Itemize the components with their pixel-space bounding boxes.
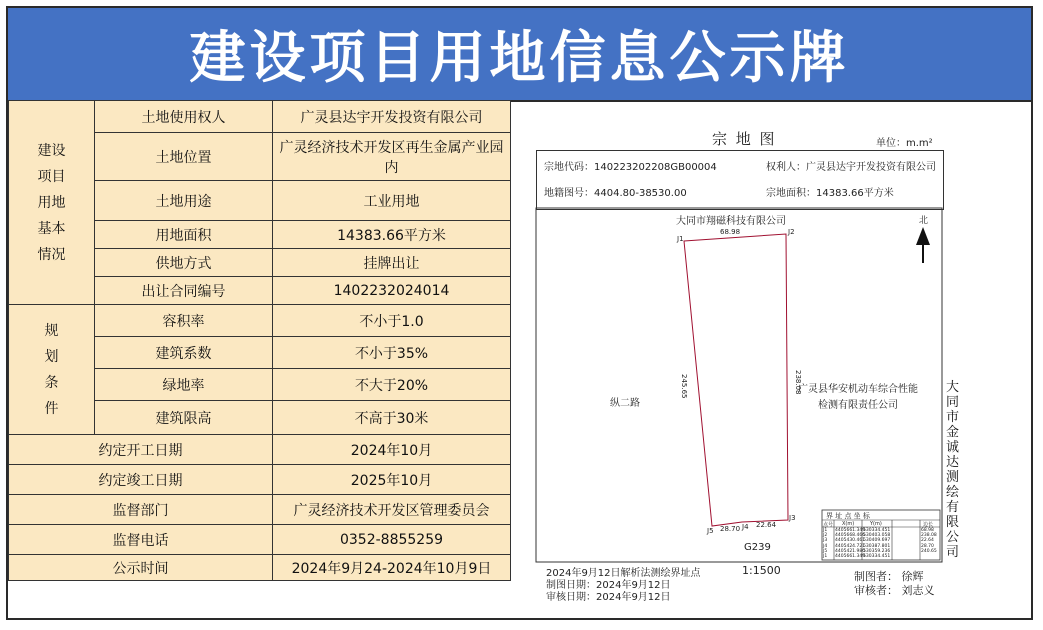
row-value: 2024年9月24-2024年10月9日 bbox=[273, 555, 511, 581]
table-row bbox=[9, 495, 511, 525]
table-row bbox=[9, 435, 511, 465]
row-label: 监督部门 bbox=[9, 495, 273, 525]
coord-cell-d: 28.70 bbox=[921, 543, 934, 549]
coord-cell-y: 530403.058 bbox=[863, 533, 891, 539]
row-value: 挂牌出让 bbox=[273, 249, 511, 277]
coord-head-x: X(m) bbox=[842, 521, 855, 527]
coord-title: 界 址 点 坐 标 bbox=[826, 512, 870, 520]
map-scale: 1:1500 bbox=[742, 564, 781, 577]
coord-cell-y: 530334.451 bbox=[863, 554, 891, 559]
draw-date: 制图日期：2024年9月12日 bbox=[546, 580, 671, 591]
map-parcel-area: 宗地面积：14383.66平方米 bbox=[766, 188, 894, 199]
row-label: 土地用途 bbox=[95, 181, 273, 221]
coord-cell-y: 530359.236 bbox=[863, 548, 891, 554]
row-value: 2025年10月 bbox=[273, 465, 511, 495]
north-neighbor: 大同市翔磁科技有限公司 bbox=[676, 216, 786, 227]
row-label: 出让合同编号 bbox=[95, 277, 273, 305]
survey-note: 2024年9月12日解析法测绘界址点 bbox=[546, 568, 701, 579]
row-label: 公示时间 bbox=[9, 555, 273, 581]
edge-bottom-2: 22.64 bbox=[756, 521, 777, 529]
coord-head-y: Y(m) bbox=[870, 521, 882, 527]
coord-cell-pt: J2 bbox=[823, 533, 828, 539]
row-value: 广灵经济技术开发区再生金属产业园内 bbox=[273, 133, 511, 181]
row-label: 建筑限高 bbox=[95, 401, 273, 435]
row-value: 1402232024014 bbox=[273, 277, 511, 305]
row-label: 建筑系数 bbox=[95, 337, 273, 369]
row-label: 供地方式 bbox=[95, 249, 273, 277]
row-value: 不高于30米 bbox=[273, 401, 511, 435]
map-sheet-number: 地籍图号：4404.80-38530.00 bbox=[544, 188, 687, 199]
table-row bbox=[9, 555, 511, 581]
coord-cell-pt: J4 bbox=[823, 543, 828, 549]
row-value: 0352-8855259 bbox=[273, 525, 511, 555]
west-road: 纵二路 bbox=[610, 398, 640, 409]
coord-cell-x: 4405661.349 bbox=[835, 528, 866, 533]
basic-group-label: 建设 项目 用地 基本 情况 bbox=[9, 101, 95, 305]
east-neighbor-line2: 检测有限责任公司 bbox=[818, 400, 898, 411]
point-j1: J1 bbox=[677, 235, 684, 243]
table-row bbox=[9, 305, 511, 337]
coord-cell-x: 4405661.349 bbox=[835, 554, 866, 559]
coord-cell-x: 4405421.980 bbox=[835, 548, 866, 554]
coord-cell-x: 4405668.466 bbox=[835, 533, 866, 539]
notice-board bbox=[6, 6, 1033, 620]
table-row bbox=[9, 465, 511, 495]
coord-cell-pt: J1 bbox=[823, 528, 828, 533]
row-label: 容积率 bbox=[95, 305, 273, 337]
coord-cell-y: 530334.451 bbox=[863, 528, 891, 533]
coord-cell-d: 22.64 bbox=[921, 538, 934, 544]
info-table bbox=[8, 100, 511, 581]
coord-cell-d: 240.65 bbox=[921, 548, 937, 554]
row-label: 用地面积 bbox=[95, 221, 273, 249]
coord-cell-d: 238.08 bbox=[921, 533, 937, 539]
east-neighbor-line1: 广灵县华安机动车综合性能 bbox=[798, 384, 918, 395]
coord-cell-d: 68.98 bbox=[921, 528, 934, 533]
planning-group-label: 规 划 条 件 bbox=[9, 305, 95, 435]
board-title: 建设项目用地信息公示牌 bbox=[8, 8, 1031, 102]
coord-cell-pt: J5 bbox=[823, 548, 828, 554]
row-value: 不小于1.0 bbox=[273, 305, 511, 337]
map-owner: 权利人：广灵县达宇开发投资有限公司 bbox=[766, 162, 936, 173]
table-row bbox=[9, 525, 511, 555]
row-value: 工业用地 bbox=[273, 181, 511, 221]
parcel-map bbox=[520, 108, 1029, 616]
point-j2: J2 bbox=[788, 228, 795, 236]
map-unit: 单位：m.m² bbox=[876, 138, 933, 149]
edge-right: 238.08 bbox=[794, 370, 802, 395]
coord-cell-x: 4405430.461 bbox=[835, 538, 866, 544]
drawer: 制图者： 徐辉 bbox=[854, 570, 924, 583]
row-label: 土地位置 bbox=[95, 133, 273, 181]
row-label: 土地使用权人 bbox=[95, 101, 273, 133]
coord-cell-y: 530387.801 bbox=[863, 543, 891, 549]
point-j3: J3 bbox=[789, 514, 796, 522]
row-value: 不大于20% bbox=[273, 369, 511, 401]
map-parcel-code: 宗地代码：140223202208GB00004 bbox=[544, 162, 717, 173]
south-road: G239 bbox=[744, 542, 771, 553]
edge-left: 245.65 bbox=[680, 374, 688, 399]
row-label: 绿地率 bbox=[95, 369, 273, 401]
north-label: 北 bbox=[919, 216, 929, 226]
survey-company: 大同市金诚达测绘有限公司 bbox=[946, 380, 960, 560]
row-value: 不小于35% bbox=[273, 337, 511, 369]
row-label: 监督电话 bbox=[9, 525, 273, 555]
checker: 审核者： 刘志义 bbox=[854, 584, 935, 597]
map-title: 宗 地 图 bbox=[712, 130, 777, 148]
point-j4: J4 bbox=[742, 523, 749, 531]
edge-top: 68.98 bbox=[720, 228, 741, 236]
coord-head-length: 边长 bbox=[923, 522, 934, 528]
row-value: 14383.66平方米 bbox=[273, 221, 511, 249]
table-row bbox=[9, 101, 511, 133]
coord-cell-x: 4405424.721 bbox=[835, 543, 866, 549]
point-j5: J5 bbox=[707, 527, 714, 535]
coord-cell-pt: J3 bbox=[823, 538, 828, 544]
coord-cell-pt: J1 bbox=[823, 554, 828, 559]
row-value: 2024年10月 bbox=[273, 435, 511, 465]
parcel-boundary bbox=[684, 234, 788, 526]
row-value: 广灵经济技术开发区管理委员会 bbox=[273, 495, 511, 525]
north-arrow-icon bbox=[916, 227, 930, 245]
row-value: 广灵县达宇开发投资有限公司 bbox=[273, 101, 511, 133]
coord-cell-y: 530409.697 bbox=[863, 538, 891, 544]
row-label: 约定开工日期 bbox=[9, 435, 273, 465]
coord-head-point: 点号 bbox=[823, 522, 834, 528]
check-date: 审核日期：2024年9月12日 bbox=[546, 592, 671, 603]
row-label: 约定竣工日期 bbox=[9, 465, 273, 495]
edge-bottom-1: 28.70 bbox=[720, 525, 741, 533]
